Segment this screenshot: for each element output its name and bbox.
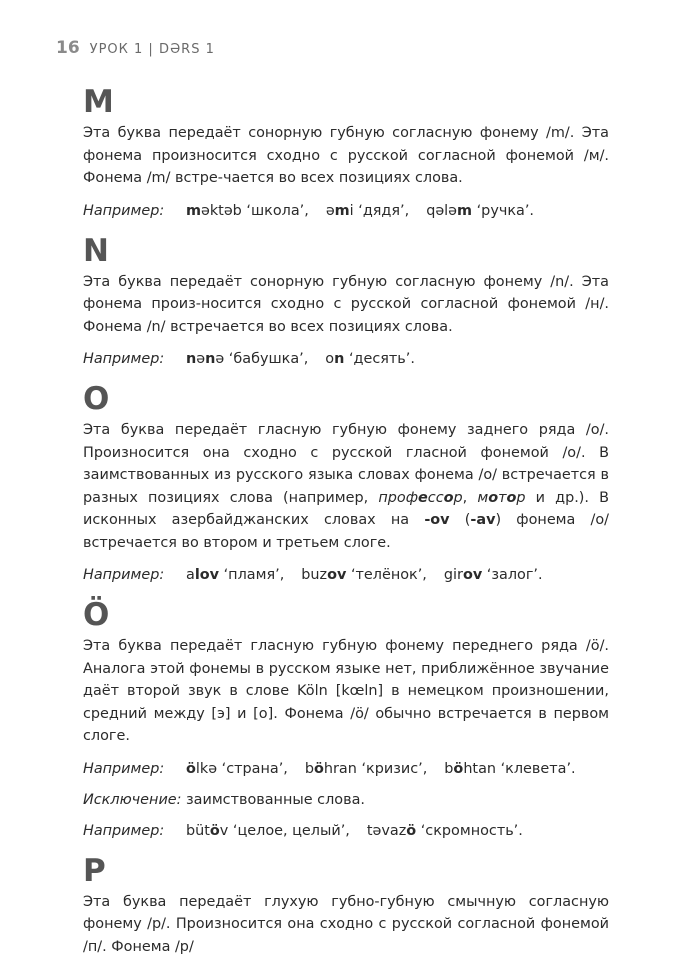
page-number: 16	[56, 38, 80, 58]
paragraph: Эта буква передаёт гласную губную фонему переднего ряда /ö/. Аналога этой фонемы в русском языке нет, приближённое звучание даёт второй звук в слове Köln [kœln] в немецком произношении, средний между [э] и [о]. Фонема /ö/ обычно встречается в первом слоге.	[83, 638, 609, 744]
exception-text: заимствованные слова.	[186, 791, 365, 808]
example-row	[83, 349, 609, 369]
example-word: məktəb ‘школа’,	[186, 202, 309, 219]
example-row	[83, 201, 609, 221]
letter-heading: Ö	[83, 597, 110, 633]
example-word: ölkə ‘страна’,	[186, 760, 288, 777]
example-word: nənə ‘бабушка’,	[186, 351, 309, 367]
exception-label: Исключение:	[83, 791, 182, 808]
example-word: on ‘десять’.	[325, 351, 415, 367]
section-p	[83, 853, 609, 959]
letter-heading: N	[83, 232, 109, 269]
exception-row	[83, 790, 609, 810]
example-word: böhtan ‘клевета’.	[444, 760, 576, 777]
example-word: bütöv ‘целое, целый’,	[186, 822, 350, 839]
example-word: buzov ‘телёнок’,	[301, 567, 427, 583]
letter-heading: O	[83, 381, 110, 417]
example-word: böhran ‘кризис’,	[304, 760, 428, 777]
section-m	[83, 84, 609, 221]
section-o	[83, 381, 609, 585]
page-header	[56, 38, 215, 58]
example-word: təvazö ‘скромность’.	[366, 822, 523, 839]
paragraph: Эта буква передаёт сонорную губную согласную фонему /n/. Эта фонема произ-носится сходно с русской согласной фонемой /н/. Фонема /n/ встречается во всех позициях слова.	[83, 273, 609, 335]
example-label: Например:	[83, 760, 165, 777]
example-label: Например:	[83, 351, 165, 367]
page-content	[83, 84, 609, 970]
example-word: alov ‘пламя’,	[186, 567, 285, 583]
paragraph: Эта буква передаёт сонорную губную согласную фонему /m/. Эта фонема произносится сходно с русской согласной фонемой /м/. Фонема /m/ встре-чается во всех позициях слова.	[83, 125, 609, 186]
example-row	[83, 759, 609, 779]
paragraph: Эта буква передаёт гласную губную фонему заднего ряда /o/. Произносится она сходно с русской гласной фонемой /о/. В заимствованных из русского языка словах фонема /o/ встречается в разных позициях слова (например, профессор, мотор и др.). В исконных азербайджанских словах на -ov (-av) фонема /o/ встречается во втором и третьем слоге.	[83, 422, 610, 551]
example-label: Например:	[83, 567, 165, 583]
letter-heading: P	[83, 852, 106, 889]
section-o-umlaut	[83, 597, 609, 841]
section-n	[83, 233, 609, 370]
example-word: girov ‘залог’.	[443, 567, 543, 583]
example-label: Например:	[83, 202, 165, 219]
example-word: əmi ‘дядя’,	[325, 202, 410, 219]
example-row	[83, 821, 609, 841]
paragraph: Эта буква передаёт глухую губно-губную смычную согласную фонему /p/. Произносится она сходно с русской согласной фонемой /п/. Фонема /p/	[83, 893, 609, 955]
running-title: УРОК 1 | DƏRS 1	[89, 42, 215, 57]
letter-heading: M	[83, 84, 114, 120]
example-word: qələm ‘ручка’.	[426, 202, 534, 219]
example-label: Например:	[83, 822, 165, 839]
example-row	[83, 565, 609, 585]
